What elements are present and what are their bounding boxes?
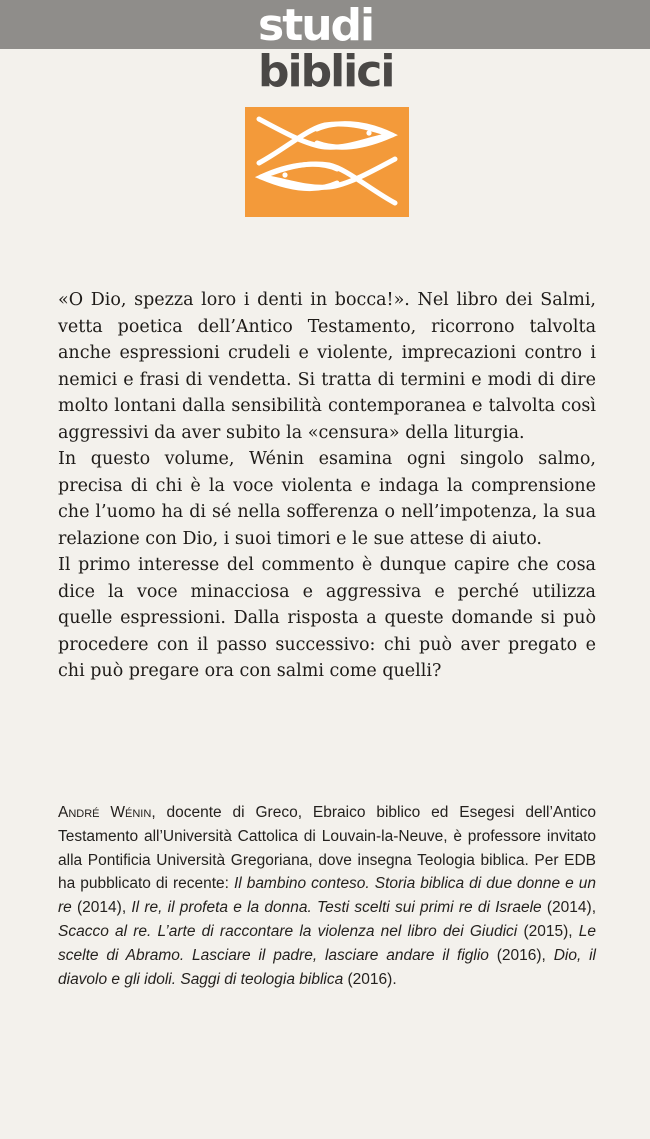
book-blurb: [58, 287, 596, 685]
work-year: (2014),: [71, 899, 132, 917]
series-logo-line1: studi: [258, 0, 374, 51]
blurb-paragraph: In questo volume, Wénin esamina ogni singolo salmo, precisa di chi è la voce violenta e indaga la comprensione che l’uomo ha di sé nella sofferenza o nell’impotenza, la sua relazione con Dio, i suoi timori e le sue attese di aiuto.: [58, 449, 596, 549]
work-title: Il re, il profeta e la donna. Testi scelti sui primi re di Israele: [131, 899, 542, 917]
work-title: Il bambino conteso. Storia biblica di due donne e un re: [58, 875, 596, 917]
blurb-paragraph: Il primo interesse del commento è dunque capire che cosa dice la voce minacciosa e aggressiva e perché utilizza quelle espressioni. Dalla risposta a queste domande si può procedere con il passo successivo: chi può aver pregato e chi può pregare ora con salmi come quelli?: [58, 555, 596, 681]
work-year: (2016),: [488, 946, 554, 964]
series-logo-line2: biblici: [258, 46, 394, 97]
series-logo: [258, 0, 408, 102]
fish-emblem-box: [245, 107, 409, 217]
author-name: André Wénin: [58, 804, 152, 821]
work-title: Scacco al re. L’arte di raccontare la violenza nel libro dei Giudici: [58, 922, 518, 940]
work-year: (2015),: [517, 922, 579, 940]
work-title: Le scelte di Abramo. Lasciare il padre, lasciare andare il figlio: [58, 922, 596, 964]
two-fish-icon: [245, 107, 409, 217]
bio-intro: , docente di Greco, Ebraico biblico ed Esegesi dell’Antico Testamento all’Università Cattolica di Louvain-la-Neuve, è professore invitato alla Pontificia Università Gregoriana, dove insegna Teologia biblica. Per EDB ha pubblicato di recente:: [58, 804, 596, 893]
work-title: Dio, il diavolo e gli idoli. Saggi di teologia biblica: [58, 946, 596, 988]
author-bio: [58, 801, 596, 991]
blurb-paragraph: «O Dio, spezza loro i denti in bocca!». Nel libro dei Salmi, vetta poetica dell’Antico Testamento, ricorrono talvolta anche espressioni crudeli e violente, imprecazioni contro i nemici e frasi di vendetta. Si tratta di termini e modi di dire molto lontani dalla sensibilità contemporanea e talvolta così aggressivi da aver subito la «censura» della liturgia.: [58, 290, 596, 443]
work-year: (2014),: [541, 899, 596, 917]
work-year: (2016).: [343, 970, 397, 988]
